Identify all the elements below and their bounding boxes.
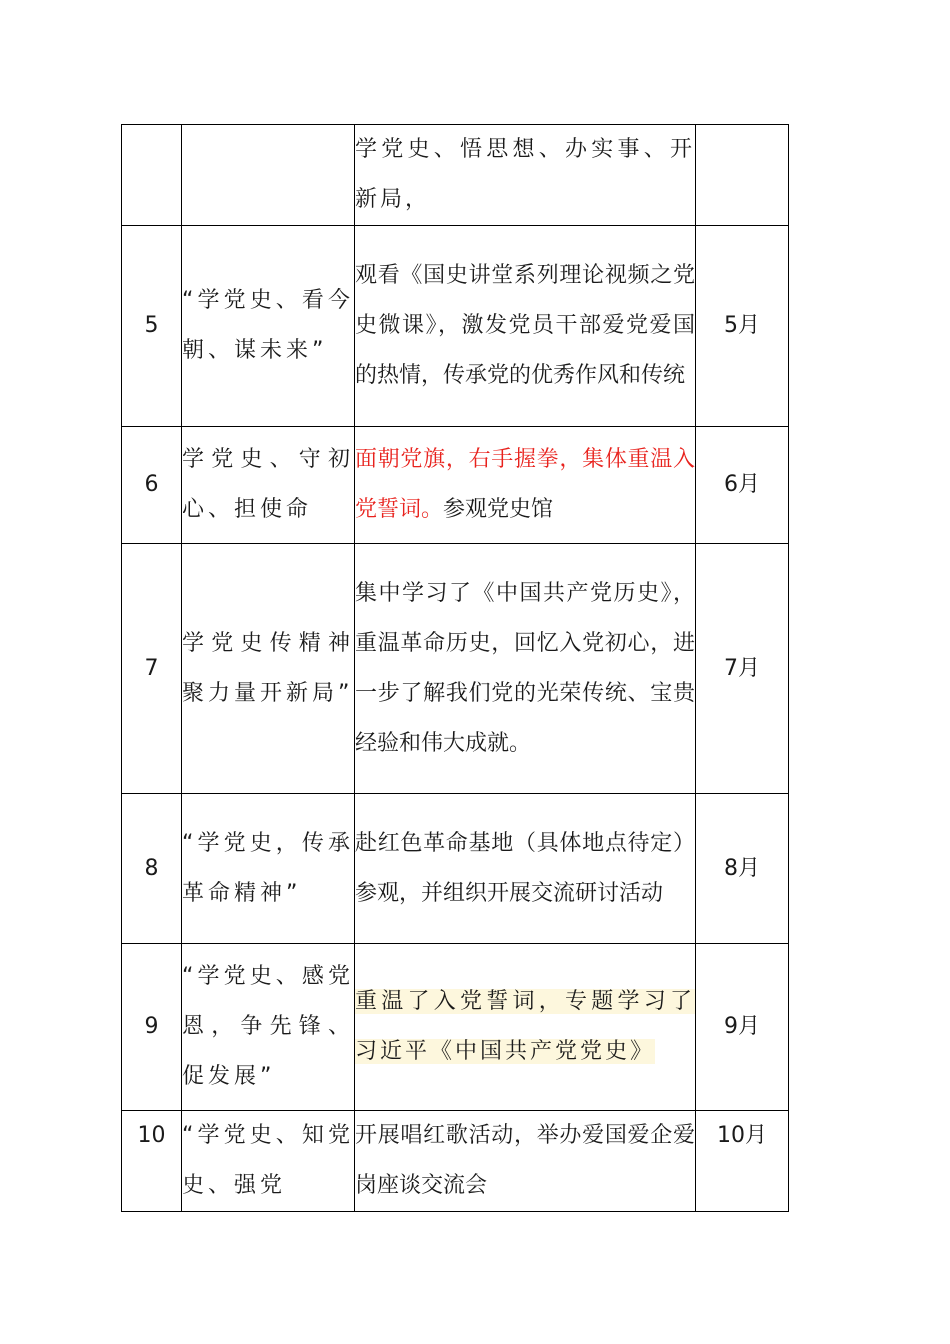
row-content: 观看《国史讲堂系列理论视频之党史微课》，激发党员干部爱党爱国的热情，传承党的优秀作风和传统 bbox=[355, 226, 696, 427]
row-number bbox=[122, 125, 182, 226]
row-content: 集中学习了《中国共产党历史》，重温革命历史，回忆入党初心，进一步了解我们党的光荣传统、宝贵经验和伟大成就。 bbox=[355, 544, 696, 794]
row-number: 5 bbox=[122, 226, 182, 427]
row-theme: 学党史、守初心、担使命 bbox=[182, 427, 355, 544]
table-row bbox=[122, 794, 789, 944]
row-theme: “学党史、看今朝、谋未来” bbox=[182, 226, 355, 427]
row-month: 7月 bbox=[696, 544, 789, 794]
table-row bbox=[122, 1111, 789, 1212]
schedule-table bbox=[121, 124, 789, 1212]
row-theme: “学党史、感党恩，争先锋、促发展” bbox=[182, 944, 355, 1111]
content-rest-text: 参观党史馆 bbox=[443, 497, 554, 522]
content-red-text: 面朝党旗，右手握拳，集体重温入党誓词。 bbox=[355, 447, 695, 522]
row-month: 5月 bbox=[696, 226, 789, 427]
row-number: 7 bbox=[122, 544, 182, 794]
row-month bbox=[696, 125, 789, 226]
row-number: 8 bbox=[122, 794, 182, 944]
row-content bbox=[355, 427, 696, 544]
row-theme: “学党史、知党史、强党 bbox=[182, 1111, 355, 1212]
row-content: 开展唱红歌活动，举办爱国爱企爱岗座谈交流会 bbox=[355, 1111, 696, 1212]
table-row bbox=[122, 226, 789, 427]
row-theme: 学党史传精神聚力量开新局” bbox=[182, 544, 355, 794]
table-row bbox=[122, 944, 789, 1111]
table-row bbox=[122, 427, 789, 544]
table-row bbox=[122, 544, 789, 794]
row-content: 学党史、悟思想、办实事、开新局， bbox=[355, 125, 696, 226]
row-month: 6月 bbox=[696, 427, 789, 544]
row-content bbox=[355, 944, 696, 1111]
table-row bbox=[122, 125, 789, 226]
row-month: 8月 bbox=[696, 794, 789, 944]
row-number: 6 bbox=[122, 427, 182, 544]
row-theme: “学党史，传承革命精神” bbox=[182, 794, 355, 944]
content-highlighted-text: 重温了入党誓词，专题学习了习近平《中国共产党党史》 bbox=[355, 989, 695, 1064]
row-number: 10 bbox=[122, 1111, 182, 1212]
row-month: 10月 bbox=[696, 1111, 789, 1212]
row-theme bbox=[182, 125, 355, 226]
row-number: 9 bbox=[122, 944, 182, 1111]
row-content: 赴红色革命基地（具体地点待定）参观，并组织开展交流研讨活动 bbox=[355, 794, 696, 944]
row-month: 9月 bbox=[696, 944, 789, 1111]
